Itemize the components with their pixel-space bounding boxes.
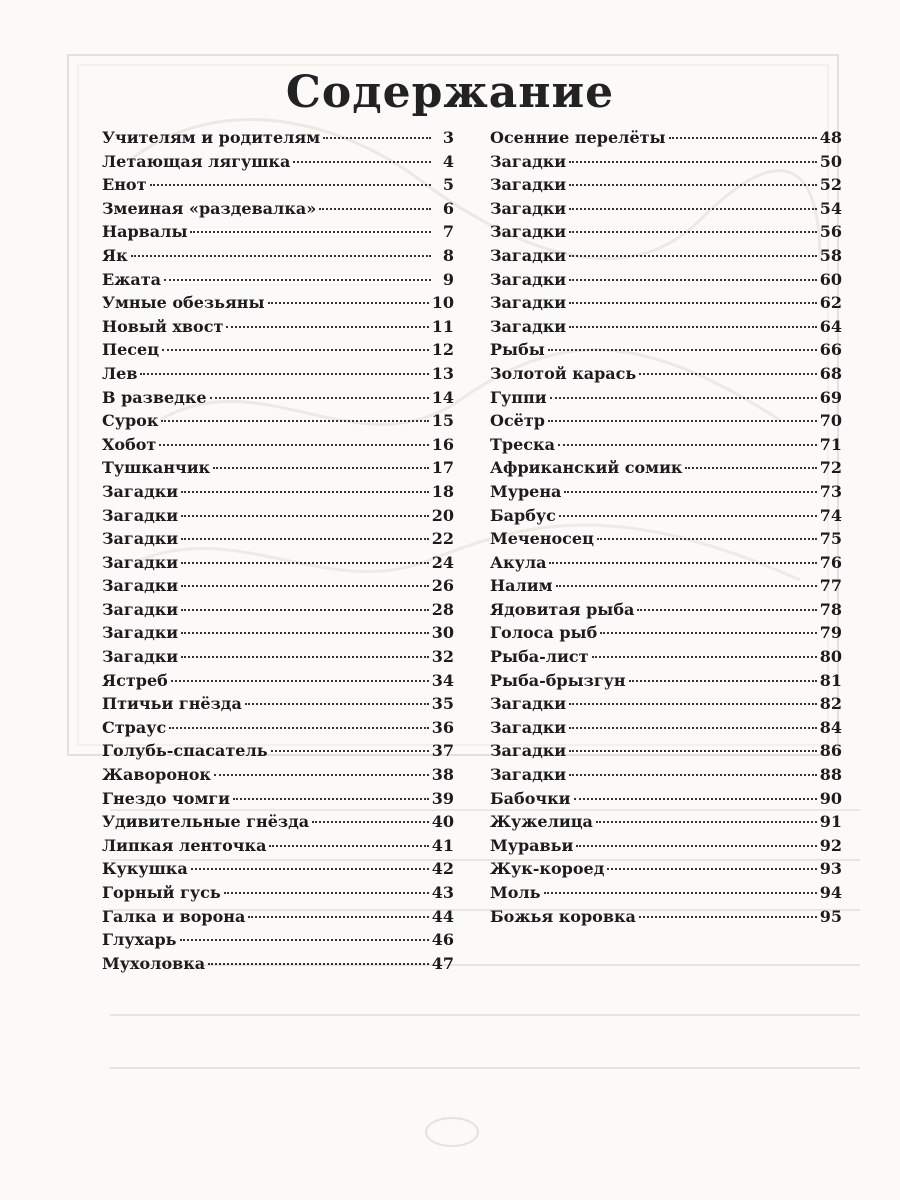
- toc-entry: [490, 175, 842, 199]
- dot-leader: [191, 868, 429, 870]
- toc-entry-page-number: 7: [442, 222, 454, 242]
- toc-entry-title: Жук-короед: [490, 859, 605, 879]
- toc-entry-page-number: 38: [431, 765, 454, 785]
- toc-entry: [490, 435, 842, 459]
- toc-entry: [102, 128, 454, 152]
- toc-entry-title: Загадки: [490, 694, 567, 714]
- toc-entry-page-number: 8: [442, 245, 454, 265]
- toc-entry-page-number: 43: [431, 883, 454, 902]
- toc-entry-title: Ядовитая рыба: [490, 599, 635, 619]
- toc-entry-page-number: 84: [819, 717, 842, 737]
- toc-entry: [102, 317, 454, 341]
- toc-entry-page-number: 44: [431, 906, 454, 926]
- dot-leader: [312, 821, 429, 823]
- toc-entry-page-number: 24: [431, 552, 454, 572]
- toc-entry: [490, 553, 842, 577]
- toc-entry: [102, 623, 454, 647]
- toc-entry: [490, 388, 842, 412]
- dot-leader: [596, 821, 817, 823]
- dot-leader: [569, 208, 817, 210]
- dot-leader: [569, 326, 817, 328]
- toc-entry-title: Умные обезьяны: [102, 293, 265, 313]
- toc-entry-page-number: 60: [819, 269, 842, 289]
- toc-column-right: [490, 128, 842, 930]
- toc-entry: [490, 812, 842, 836]
- toc-entry-title: Летающая лягушка: [102, 151, 291, 171]
- toc-entry-page-number: 70: [819, 411, 842, 431]
- toc-entry-title: Новый хвост: [102, 316, 224, 336]
- toc-entry-page-number: 66: [819, 340, 842, 360]
- toc-entry-title: Загадки: [490, 175, 567, 195]
- toc-entry-page-number: 20: [431, 505, 454, 525]
- toc-entry: [102, 293, 454, 317]
- dot-leader: [569, 302, 817, 304]
- toc-entry-title: Акула: [490, 552, 547, 572]
- toc-entry: [102, 600, 454, 624]
- toc-entry: [102, 836, 454, 860]
- toc-entry-title: Тушканчик: [102, 458, 211, 478]
- dot-leader: [181, 656, 429, 658]
- toc-entry-page-number: 93: [819, 859, 842, 879]
- toc-entry-title: Птичьи гнёзда: [102, 694, 242, 714]
- toc-entry-page-number: 79: [819, 623, 842, 643]
- toc-entry-page-number: 80: [819, 647, 842, 667]
- dot-leader: [550, 397, 817, 399]
- toc-entry: [490, 576, 842, 600]
- toc-entry: [490, 152, 842, 176]
- toc-entry-page-number: 3: [442, 128, 454, 147]
- dot-leader: [181, 632, 429, 634]
- toc-entry: [102, 741, 454, 765]
- toc-entry-page-number: 91: [819, 812, 842, 832]
- dot-leader: [558, 444, 817, 446]
- dot-leader: [576, 845, 816, 847]
- dot-leader: [549, 562, 816, 564]
- toc-entry: [102, 364, 454, 388]
- toc-entry-page-number: 68: [819, 363, 842, 383]
- dot-leader: [569, 184, 817, 186]
- toc-entry-page-number: 39: [431, 788, 454, 808]
- toc-entry-page-number: 12: [431, 340, 454, 360]
- toc-entry-title: Загадки: [102, 647, 179, 667]
- toc-entry-page-number: 10: [431, 293, 454, 313]
- dot-leader: [181, 538, 429, 540]
- toc-entry-title: Нарвалы: [102, 222, 188, 242]
- toc-entry: [102, 175, 454, 199]
- toc-entry-page-number: 36: [431, 717, 454, 737]
- dot-leader: [248, 916, 428, 918]
- toc-entry: [490, 364, 842, 388]
- toc-entry-page-number: 75: [819, 529, 842, 549]
- dot-leader: [190, 231, 431, 233]
- dot-leader: [269, 845, 428, 847]
- toc-entry-title: Сурок: [102, 411, 159, 431]
- dot-leader: [569, 727, 817, 729]
- toc-entry-page-number: 4: [442, 151, 454, 171]
- toc-entry-page-number: 72: [819, 458, 842, 478]
- toc-entry: [102, 789, 454, 813]
- dot-leader: [164, 279, 431, 281]
- toc-entry-title: Страус: [102, 717, 167, 737]
- toc-entry-page-number: 18: [431, 481, 454, 501]
- toc-entry: [490, 789, 842, 813]
- toc-entry: [490, 671, 842, 695]
- dot-leader: [639, 916, 817, 918]
- toc-entry-title: Осётр: [490, 411, 545, 431]
- toc-entry-page-number: 28: [431, 599, 454, 619]
- toc-entry: [490, 694, 842, 718]
- dot-leader: [213, 467, 429, 469]
- toc-entry-page-number: 69: [819, 387, 842, 407]
- toc-entry: [102, 954, 454, 978]
- toc-entry-title: Загадки: [102, 481, 179, 501]
- toc-entry-title: Лев: [102, 363, 138, 383]
- toc-entry-title: Рыбы: [490, 340, 545, 360]
- toc-entry-page-number: 37: [431, 741, 454, 761]
- dot-leader: [544, 892, 817, 894]
- toc-entry: [490, 411, 842, 435]
- toc-entry-page-number: 56: [819, 222, 842, 242]
- toc-entry-page-number: 47: [431, 953, 454, 973]
- dot-leader: [637, 609, 816, 611]
- toc-entry-page-number: 15: [431, 411, 454, 431]
- toc-entry-title: Гнездо чомги: [102, 788, 231, 808]
- toc-entry-page-number: 46: [431, 930, 454, 950]
- toc-entry-title: Голоса рыб: [490, 623, 598, 643]
- dot-leader: [559, 515, 817, 517]
- dot-leader: [233, 798, 429, 800]
- toc-entry-title: Загадки: [102, 552, 179, 572]
- dot-leader: [569, 255, 817, 257]
- toc-entry: [490, 222, 842, 246]
- toc-entry: [490, 623, 842, 647]
- toc-entry: [102, 883, 454, 907]
- toc-entry: [490, 246, 842, 270]
- toc-entry-page-number: 77: [819, 576, 842, 596]
- toc-entry-title: Загадки: [490, 151, 567, 171]
- dot-leader: [226, 326, 428, 328]
- toc-entry: [490, 293, 842, 317]
- toc-entry: [490, 458, 842, 482]
- dot-leader: [597, 538, 817, 540]
- toc-entry: [102, 340, 454, 364]
- toc-entry-title: Загадки: [490, 245, 567, 265]
- toc-entry-title: Загадки: [102, 599, 179, 619]
- toc-entry-page-number: 9: [442, 269, 454, 289]
- page-title: Содержание: [285, 67, 615, 119]
- toc-entry: [102, 388, 454, 412]
- dot-leader: [161, 420, 428, 422]
- dot-leader: [171, 680, 429, 682]
- toc-entry: [102, 859, 454, 883]
- toc-entry-page-number: 81: [819, 670, 842, 690]
- dot-leader: [293, 161, 431, 163]
- toc-entry-title: Учителям и родителям: [102, 128, 321, 147]
- dot-leader: [639, 373, 816, 375]
- dot-leader: [181, 562, 429, 564]
- dot-leader: [181, 491, 429, 493]
- toc-entry: [490, 859, 842, 883]
- toc-entry-title: Загадки: [490, 293, 567, 313]
- toc-entry-page-number: 95: [819, 906, 842, 926]
- toc-entry-page-number: 90: [819, 788, 842, 808]
- toc-entry-title: Голубь-спасатель: [102, 741, 268, 761]
- toc-entry-page-number: 50: [819, 151, 842, 171]
- toc-entry-page-number: 62: [819, 293, 842, 313]
- toc-entry-title: Муравьи: [490, 835, 574, 855]
- toc-entry-page-number: 92: [819, 835, 842, 855]
- dot-leader: [669, 137, 817, 139]
- dot-leader: [569, 750, 817, 752]
- toc-entry-page-number: 82: [819, 694, 842, 714]
- toc-entry: [490, 529, 842, 553]
- dot-leader: [214, 774, 429, 776]
- toc-entry-title: Божья коровка: [490, 906, 636, 926]
- toc-entry-page-number: 30: [431, 623, 454, 643]
- toc-entry: [102, 506, 454, 530]
- toc-entry-page-number: 64: [819, 316, 842, 336]
- toc-entry-page-number: 52: [819, 175, 842, 195]
- dot-leader: [245, 703, 429, 705]
- toc-entry-title: Мухоловка: [102, 953, 206, 973]
- dot-leader: [569, 161, 817, 163]
- dot-leader: [169, 727, 429, 729]
- toc-entry-title: Галка и ворона: [102, 906, 246, 926]
- toc-entry: [102, 411, 454, 435]
- toc-entry-title: Ежата: [102, 269, 161, 289]
- toc-entry-title: Мурена: [490, 481, 562, 501]
- dot-leader: [210, 397, 429, 399]
- toc-entry-page-number: 14: [431, 387, 454, 407]
- toc-entry: [490, 317, 842, 341]
- dot-leader: [159, 444, 428, 446]
- toc-entry-page-number: 48: [819, 128, 842, 147]
- toc-entry-title: Загадки: [490, 198, 567, 218]
- dot-leader: [271, 750, 429, 752]
- toc-entry-title: Гуппи: [490, 387, 547, 407]
- toc-entry: [102, 529, 454, 553]
- toc-entry-title: Загадки: [102, 529, 179, 549]
- toc-entry: [102, 671, 454, 695]
- dot-leader: [181, 609, 429, 611]
- toc-entry-page-number: 13: [431, 363, 454, 383]
- toc-entry-page-number: 32: [431, 647, 454, 667]
- toc-entry: [102, 812, 454, 836]
- dot-leader: [592, 656, 817, 658]
- toc-entry-page-number: 41: [431, 835, 454, 855]
- toc-entry-title: Енот: [102, 175, 147, 195]
- toc-entry: [102, 246, 454, 270]
- dot-leader: [224, 892, 429, 894]
- toc-entry: [490, 718, 842, 742]
- toc-entry: [102, 458, 454, 482]
- toc-entry: [102, 553, 454, 577]
- toc-entry: [490, 482, 842, 506]
- dot-leader: [548, 349, 817, 351]
- toc-entry-title: Песец: [102, 340, 160, 360]
- toc-entry-title: Барбус: [490, 505, 556, 525]
- toc-entry-title: В разведке: [102, 387, 207, 407]
- toc-entry-title: Меченосец: [490, 529, 594, 549]
- toc-entry-page-number: 76: [819, 552, 842, 572]
- dot-leader: [140, 373, 428, 375]
- toc-entry-page-number: 42: [431, 859, 454, 879]
- toc-entry: [490, 647, 842, 671]
- toc-entry-title: Липкая ленточка: [102, 835, 267, 855]
- toc-entry-title: Загадки: [490, 717, 567, 737]
- toc-entry: [490, 883, 842, 907]
- dot-leader: [162, 349, 429, 351]
- dot-leader: [629, 680, 817, 682]
- dot-leader: [556, 585, 817, 587]
- toc-entry-page-number: 11: [431, 316, 454, 336]
- dot-leader: [319, 208, 431, 210]
- toc-entry: [490, 765, 842, 789]
- toc-entry: [102, 907, 454, 931]
- dot-leader: [208, 963, 429, 965]
- toc-entry-title: Хобот: [102, 434, 157, 454]
- toc-entry: [102, 199, 454, 223]
- toc-entry: [102, 647, 454, 671]
- toc-entry-page-number: 73: [819, 481, 842, 501]
- toc-entry-title: Налим: [490, 576, 553, 596]
- toc-entry-title: Загадки: [490, 765, 567, 785]
- toc-entry-title: Горный гусь: [102, 883, 221, 902]
- dot-leader: [181, 515, 429, 517]
- toc-entry-page-number: 5: [442, 175, 454, 195]
- dot-leader: [268, 302, 429, 304]
- dot-leader: [574, 798, 817, 800]
- toc-entry: [102, 270, 454, 294]
- dot-leader: [569, 774, 817, 776]
- toc-entry-title: Рыба-брызгун: [490, 670, 626, 690]
- toc-entry: [102, 222, 454, 246]
- toc-entry-page-number: 17: [431, 458, 454, 478]
- toc-entry: [102, 152, 454, 176]
- toc-entry-page-number: 71: [819, 434, 842, 454]
- toc-entry-title: Ястреб: [102, 670, 168, 690]
- toc-entry: [102, 482, 454, 506]
- dot-leader: [564, 491, 816, 493]
- toc-entry-page-number: 58: [819, 245, 842, 265]
- toc-entry-page-number: 35: [431, 694, 454, 714]
- toc-entry-page-number: 6: [442, 198, 454, 218]
- toc-entry-page-number: 34: [431, 670, 454, 690]
- toc-entry-page-number: 22: [431, 529, 454, 549]
- toc-entry-title: Удивительные гнёзда: [102, 812, 310, 832]
- toc-entry-title: Загадки: [490, 222, 567, 242]
- toc-entry: [490, 340, 842, 364]
- dot-leader: [548, 420, 817, 422]
- toc-entry-title: Бабочки: [490, 788, 571, 808]
- toc-entry-title: Змеиная «раздевалка»: [102, 198, 317, 218]
- toc-entry: [102, 694, 454, 718]
- toc-entry-page-number: 88: [819, 765, 842, 785]
- toc-entry-title: Загадки: [490, 741, 567, 761]
- toc-entry: [102, 576, 454, 600]
- toc-entry: [102, 765, 454, 789]
- dot-leader: [131, 255, 431, 257]
- toc-entry: [102, 930, 454, 954]
- dot-leader: [607, 868, 816, 870]
- toc-entry-title: Моль: [490, 883, 541, 902]
- dot-leader: [569, 279, 817, 281]
- toc-entry-title: Золотой карась: [490, 363, 637, 383]
- toc-entry-title: Як: [102, 245, 128, 265]
- toc-entry: [490, 741, 842, 765]
- dot-leader: [685, 467, 816, 469]
- toc-entry-page-number: 26: [431, 576, 454, 596]
- dot-leader: [569, 703, 817, 705]
- toc-entry-page-number: 16: [431, 434, 454, 454]
- dot-leader: [569, 231, 817, 233]
- toc-entry: [490, 128, 842, 152]
- toc-entry-page-number: 54: [819, 198, 842, 218]
- toc-entry: [490, 600, 842, 624]
- dot-leader: [600, 632, 816, 634]
- toc-entry: [490, 199, 842, 223]
- toc-entry-page-number: 86: [819, 741, 842, 761]
- toc-entry-page-number: 40: [431, 812, 454, 832]
- toc-entry-title: Жужелица: [490, 812, 593, 832]
- toc-entry-title: Рыба-лист: [490, 647, 589, 667]
- toc-entry-title: Загадки: [490, 269, 567, 289]
- toc-entry: [102, 718, 454, 742]
- dot-leader: [181, 585, 429, 587]
- toc-entry-title: Осенние перелёты: [490, 128, 666, 147]
- toc-entry: [490, 907, 842, 931]
- toc-entry-title: Загадки: [102, 623, 179, 643]
- toc-entry: [490, 270, 842, 294]
- toc-entry-title: Африканский сомик: [490, 458, 683, 478]
- toc-entry-title: Треска: [490, 434, 555, 454]
- toc-entry-title: Жаворонок: [102, 765, 211, 785]
- dot-leader: [150, 184, 432, 186]
- toc-entry-title: Загадки: [102, 576, 179, 596]
- toc-entry-page-number: 78: [819, 599, 842, 619]
- dot-leader: [180, 939, 429, 941]
- toc-entry-title: Глухарь: [102, 930, 177, 950]
- toc-entry: [490, 836, 842, 860]
- dot-leader: [323, 137, 431, 139]
- toc-column-left: [102, 128, 454, 977]
- toc-entry-page-number: 74: [819, 505, 842, 525]
- toc-entry-title: Кукушка: [102, 859, 188, 879]
- toc-entry-page-number: 94: [819, 883, 842, 902]
- toc-entry: [490, 506, 842, 530]
- toc-entry-title: Загадки: [102, 505, 179, 525]
- toc-entry-title: Загадки: [490, 316, 567, 336]
- toc-entry: [102, 435, 454, 459]
